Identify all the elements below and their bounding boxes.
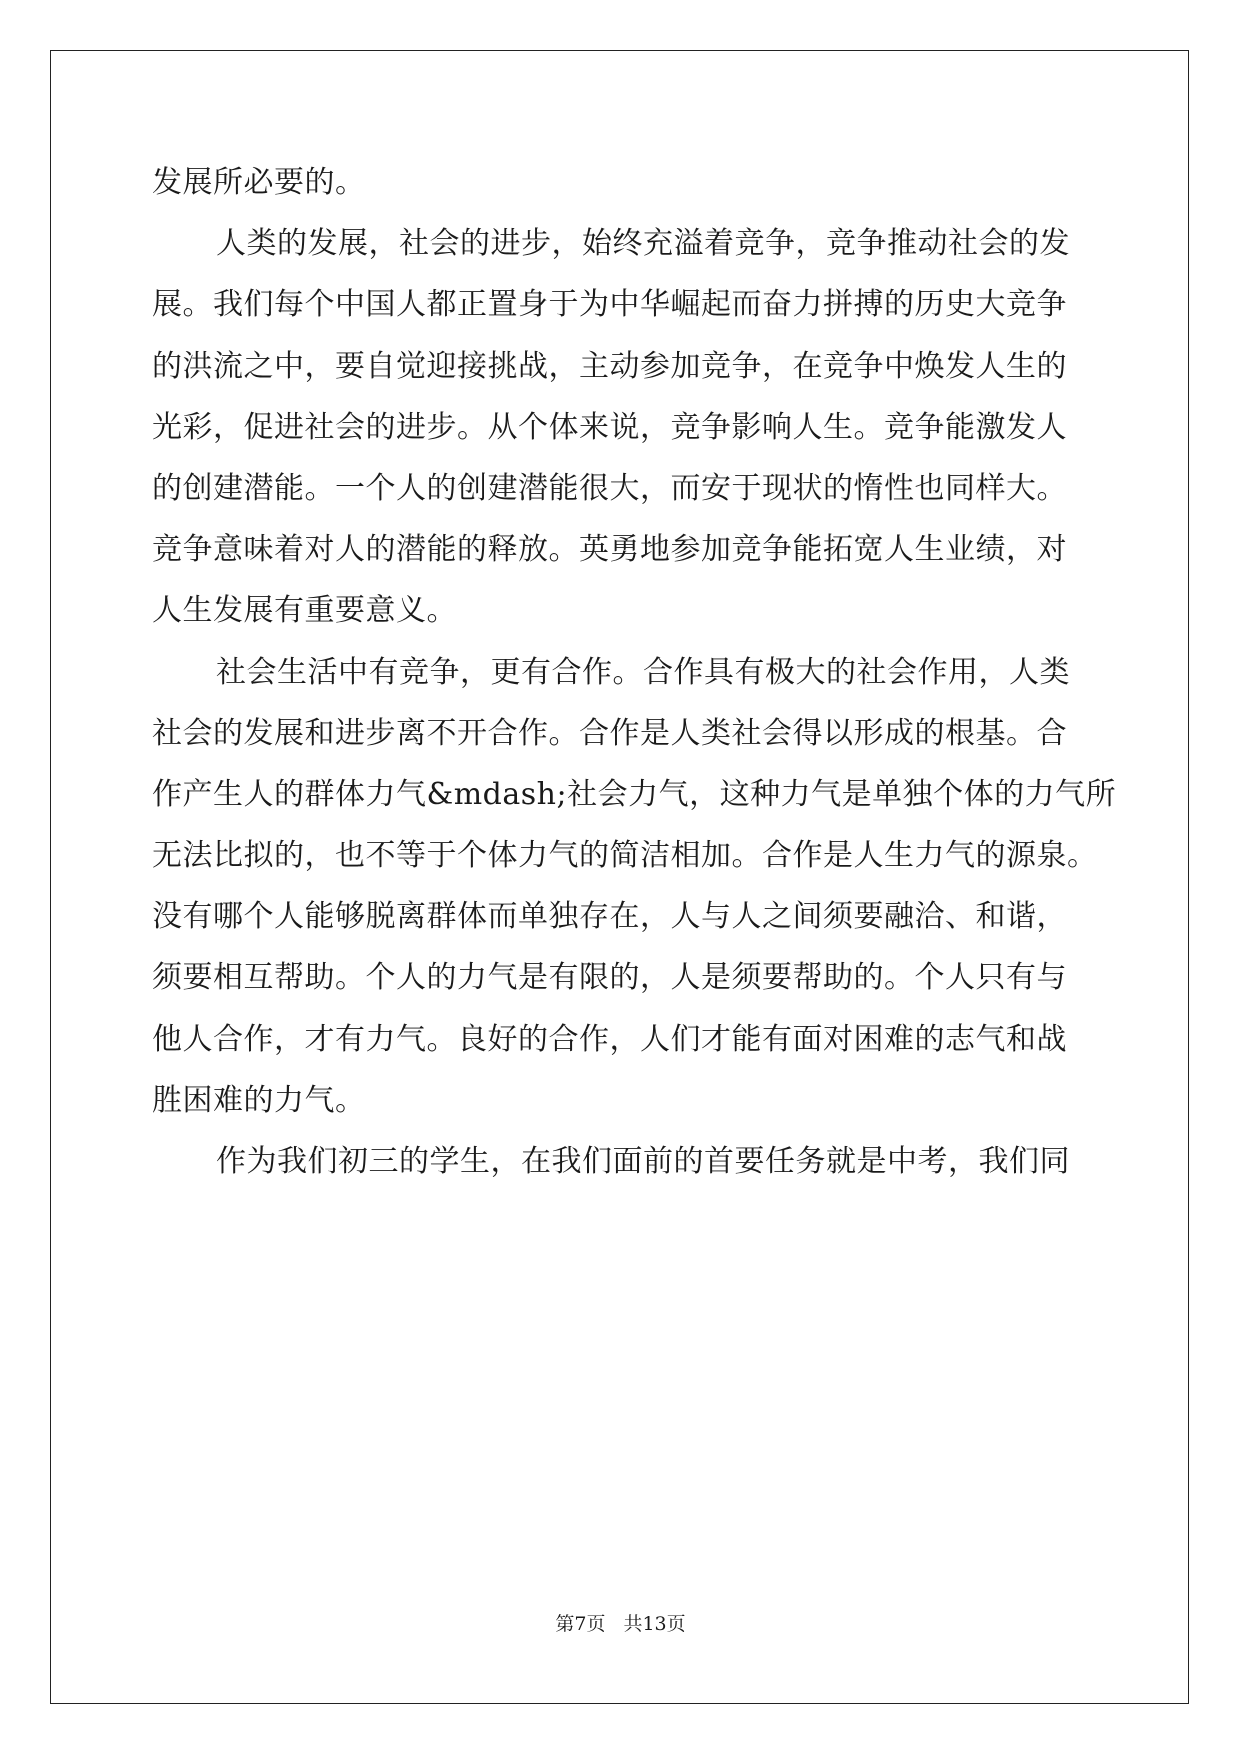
text-line: 发展所必要的。 <box>152 165 366 200</box>
text-line: 竞争意味着对人的潜能的释放。英勇地参加竞争能拓宽人生业绩，对 <box>152 532 1067 568</box>
paragraph-start-line: 人类的发展，社会的进步，始终充溢着竞争，竞争推动社会的发 <box>216 226 1070 262</box>
text-line: 无法比拟的，也不等于个体力气的简洁相加。合作是人生力气的源泉。 <box>152 838 1098 874</box>
text-line: 的洪流之中，要自觉迎接挑战，主动参加竞争，在竞争中焕发人生的 <box>152 348 1067 384</box>
text-line: 人生发展有重要意义。 <box>152 593 457 629</box>
text-line: 胜困难的力气。 <box>152 1082 366 1118</box>
page-total: 共13页 <box>623 1613 686 1635</box>
page-number: 第7页 <box>555 1613 606 1635</box>
text-line: 光彩，促进社会的进步。从个体来说，竞争影响人生。竞争能激发人 <box>152 409 1067 445</box>
text-line: 他人合作，才有力气。良好的合作，人们才能有面对困难的志气和战 <box>152 1021 1067 1057</box>
text-line: 作产生人的群体力气&mdash;社会力气，这种力气是单独个体的力气所 <box>152 776 1117 812</box>
paragraph-start-line: 社会生活中有竞争，更有合作。合作具有极大的社会作用，人类 <box>216 654 1070 690</box>
text-line: 展。我们每个中国人都正置身于为中华崛起而奋力拼搏的历史大竞争 <box>152 287 1067 323</box>
text-line: 没有哪个人能够脱离群体而单独存在，人与人之间须要融洽、和谐， <box>152 899 1067 935</box>
text-line: 的创建潜能。一个人的创建潜能很大，而安于现状的惰性也同样大。 <box>152 470 1067 506</box>
text-line: 社会的发展和进步离不开合作。合作是人类社会得以形成的根基。合 <box>152 715 1067 751</box>
page-footer <box>0 1612 1241 1636</box>
paragraph-start-line: 作为我们初三的学生，在我们面前的首要任务就是中考，我们同 <box>216 1144 1070 1179</box>
text-line: 须要相互帮助。个人的力气是有限的，人是须要帮助的。个人只有与 <box>152 960 1067 996</box>
document-body <box>152 152 1117 1192</box>
